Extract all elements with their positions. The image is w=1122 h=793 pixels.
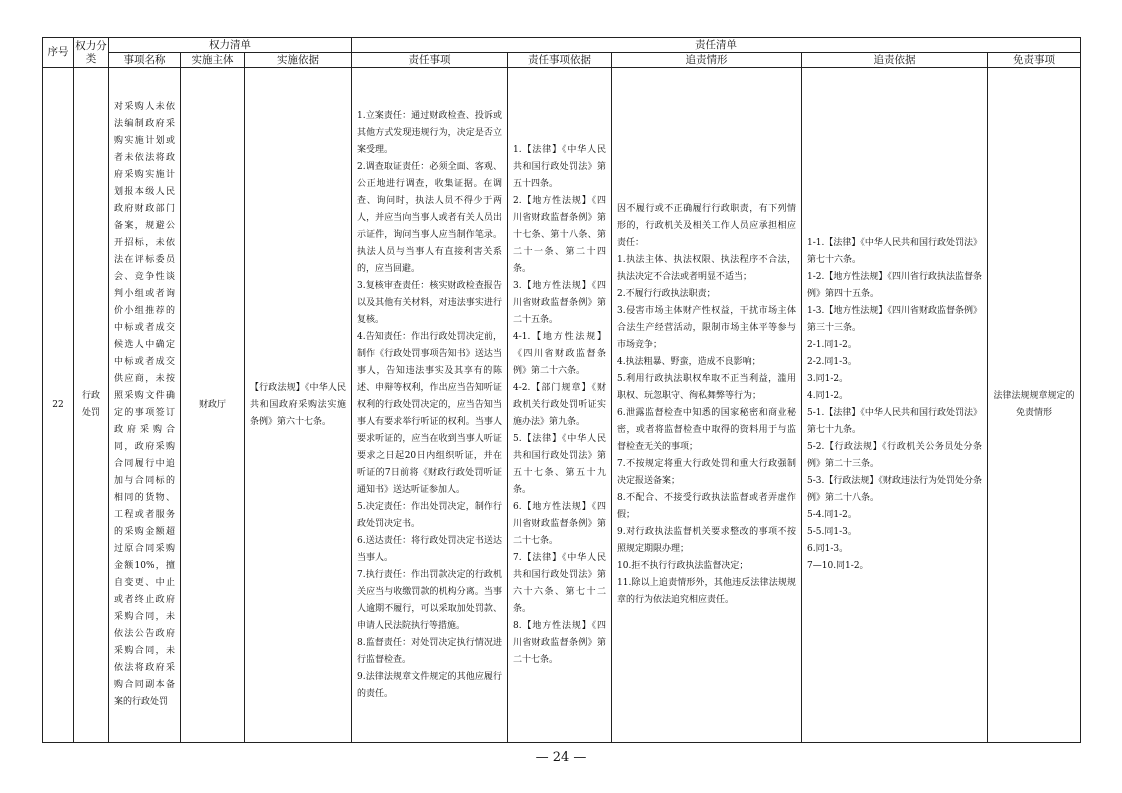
responsibility-basis-item: 7.【法律】《中华人民共和国行政处罚法》第六十六条、第七十二条。: [513, 552, 607, 614]
header-matter-name: 事项名称: [109, 53, 181, 68]
header-accountability-basis: 追责依据: [802, 53, 988, 68]
responsibility-item: 1.立案责任：通过财政检查、投诉或其他方式发现违规行为，决定是否立案受理。: [357, 110, 503, 155]
header-power-type: 权力分类: [74, 38, 109, 68]
header-basis: 实施依据: [245, 53, 352, 68]
accountability-item: 5.利用行政执法职权牟取不正当利益，滥用职权、玩忽职守、徇私舞弊等行为；: [617, 374, 797, 401]
header-power-list: 权力清单: [109, 38, 352, 53]
cell-subject: 财政厅: [181, 68, 245, 743]
accountability-item: 7.不按规定将重大行政处罚和重大行政强制决定报送备案；: [617, 459, 797, 486]
cell-matter-name: 对采购人未依法编制政府采购实施计划或者未依法将政府采购实施计划报本级人民政府财政部门备案，规避公开招标，未依法在评标委员会、竞争性谈判小组或者询价小组推荐的中标或者成交候选人中确定中标或者成交供应商，未按照采购文件确定的事项签订政府采购合同，政府采购合同履行中追加与合同标的相同的货物、工程或者服务的采购金额超过原合同采购金额10%，擅自变更、中止或者终止政府采购合同，未依法公告政府采购合同，未依法将政府采购合同副本备案的行政处罚: [109, 68, 181, 743]
responsibility-item: 5.决定责任：作出处罚决定，制作行政处罚决定书。: [357, 501, 503, 529]
accountability-basis-item: 6.同1-3。: [807, 544, 849, 554]
responsibility-item: 8.监督责任：对处罚决定执行情况进行监督检查。: [357, 637, 503, 665]
header-responsibility: 责任事项: [352, 53, 508, 68]
header-responsibility-basis: 责任事项依据: [508, 53, 612, 68]
responsibility-item: 7.执行责任：作出罚款决定的行政机关应当与收缴罚款的机构分离。当事人逾期不履行，可以采取加处罚款、申请人民法院执行等措施。: [357, 569, 503, 631]
page-number: — 24 —: [535, 750, 587, 765]
responsibility-item: 9.法律法规章文件规定的其他应履行的责任。: [357, 671, 503, 699]
accountability-basis-item: 1-1.【法律】《中华人民共和国行政处罚法》第七十六条。: [807, 238, 983, 265]
accountability-basis-item: 5-5.同1-3。: [807, 527, 857, 537]
accountability-item: 9.对行政执法监督机关要求整改的事项不按照规定期限办理；: [617, 527, 797, 554]
header-accountability: 追责情形: [612, 53, 802, 68]
cell-seq: 22: [43, 68, 74, 743]
accountability-item: 1.执法主体、执法权限、执法程序不合法，执法决定不合法或者明显不适当；: [617, 255, 797, 282]
cell-responsibility-basis: [508, 68, 612, 743]
accountability-basis-item: 2-1.同1-2。: [807, 340, 857, 350]
responsibility-basis-item: 5.【法律】《中华人民共和国行政处罚法》第五十七条、第五十九条。: [513, 433, 607, 495]
cell-exemption: 法律法规规章规定的免责情形: [988, 68, 1081, 743]
table-row: [43, 68, 1081, 743]
cell-accountability: [612, 68, 802, 743]
responsibility-item: 3.复核审查责任：核实财政检查报告以及其他有关材料，对违法事实进行复核。: [357, 280, 503, 325]
header-seq: 序号: [43, 38, 74, 68]
header-subject: 实施主体: [181, 53, 245, 68]
accountability-basis-item: 5-4.同1-2。: [807, 510, 857, 520]
cell-power-type: 行政处罚: [74, 68, 109, 743]
responsibility-basis-item: 6.【地方性法规】《四川省财政监督条例》第二十七条。: [513, 501, 607, 546]
responsibility-basis-item: 4-1.【地方性法规】《四川省财政监督条例》第二十六条。: [513, 331, 607, 376]
accountability-basis-item: 3.同1-2。: [807, 374, 849, 384]
accountability-basis-item: 7—10.同1-2。: [807, 561, 869, 571]
responsibility-item: 2.调查取证责任：必须全面、客观、公正地进行调查，收集证据。在调查、询问时，执法人员不得少于两人，并应当向当事人或者有关人员出示证件，询问当事人应当制作笔录。执法人员与当事人有直接利害关系的，应当回避。: [357, 161, 503, 274]
cell-basis: 【行政法规】《中华人民共和国政府采购法实施条例》第六十七条。: [245, 68, 352, 743]
responsibility-basis-item: 8.【地方性法规】《四川省财政监督条例》第二十七条。: [513, 620, 607, 665]
accountability-basis-item: 5-1.【法律】《中华人民共和国行政处罚法》第七十九条。: [807, 408, 983, 435]
accountability-item: 4.执法粗暴、野蛮，造成不良影响；: [617, 357, 761, 367]
cell-accountability-basis: [802, 68, 988, 743]
accountability-basis-item: 1-3.【地方性法规】《四川省财政监督条例》第三十三条。: [807, 306, 983, 333]
accountability-basis-item: 4.同1-2。: [807, 391, 849, 401]
header-responsibility-list: 责任清单: [352, 38, 1081, 53]
responsibility-item: 6.送达责任：将行政处罚决定书送达当事人。: [357, 535, 503, 563]
responsibility-basis-item: 4-2.【部门规章】《财政机关行政处罚听证实施办法》第九条。: [513, 382, 607, 427]
accountability-item: 6.泄露监督检查中知悉的国家秘密和商业秘密，或者将监督检查中取得的资料用于与监督检查无关的事项；: [617, 408, 797, 452]
accountability-basis-item: 2-2.同1-3。: [807, 357, 857, 367]
accountability-basis-item: 5-3.【行政法规】《财政违法行为处罚处分条例》第二十八条。: [807, 476, 983, 503]
responsibility-item: 4.告知责任：作出行政处罚决定前，制作《行政处罚事项告知书》送达当事人，告知违法事实及其享有的陈述、申辩等权利，作出应当告知听证权利的行政处罚决定的，应当告知当事人有要求举行听证的权利。当事人要求听证的，应当在收到当事人听证要求之日起20日内组织听证，并在听证的7日前将《财政行政处罚听证通知书》送达听证参加人。: [357, 331, 503, 495]
accountability-basis-item: 5-2.【行政法规】《行政机关公务员处分条例》第二十三条。: [807, 442, 983, 469]
accountability-item: 10.拒不执行行政执法监督决定；: [617, 561, 749, 571]
accountability-item: 8.不配合、不接受行政执法监督或者弄虚作假；: [617, 493, 797, 520]
accountability-item: 2.不履行行政执法职责；: [617, 289, 716, 299]
header-exemption: 免责事项: [988, 53, 1081, 68]
responsibility-basis-item: 1.【法律】《中华人民共和国行政处罚法》第五十四条。: [513, 144, 607, 189]
responsibility-basis-item: 2.【地方性法规】《四川省财政监督条例》第十七条、第十八条、第二十一条、第二十四条。: [513, 195, 607, 274]
accountability-basis-item: 1-2.【地方性法规】《四川省行政执法监督条例》第四十五条。: [807, 272, 983, 299]
accountability-item: 3.侵害市场主体财产性权益，干扰市场主体合法生产经营活动，限制市场主体平等参与市场竞争；: [617, 306, 797, 350]
accountability-item: 因不履行或不正确履行行政职责，有下列情形的，行政机关及相关工作人员应承担相应责任：: [617, 204, 797, 248]
cell-responsibility: [352, 68, 508, 743]
responsibility-basis-item: 3.【地方性法规】《四川省财政监督条例》第二十五条。: [513, 280, 607, 325]
accountability-item: 11.除以上追责情形外，其他违反法律法规规章的行为依法追究相应责任。: [617, 578, 797, 605]
power-responsibility-table: [42, 37, 1081, 743]
